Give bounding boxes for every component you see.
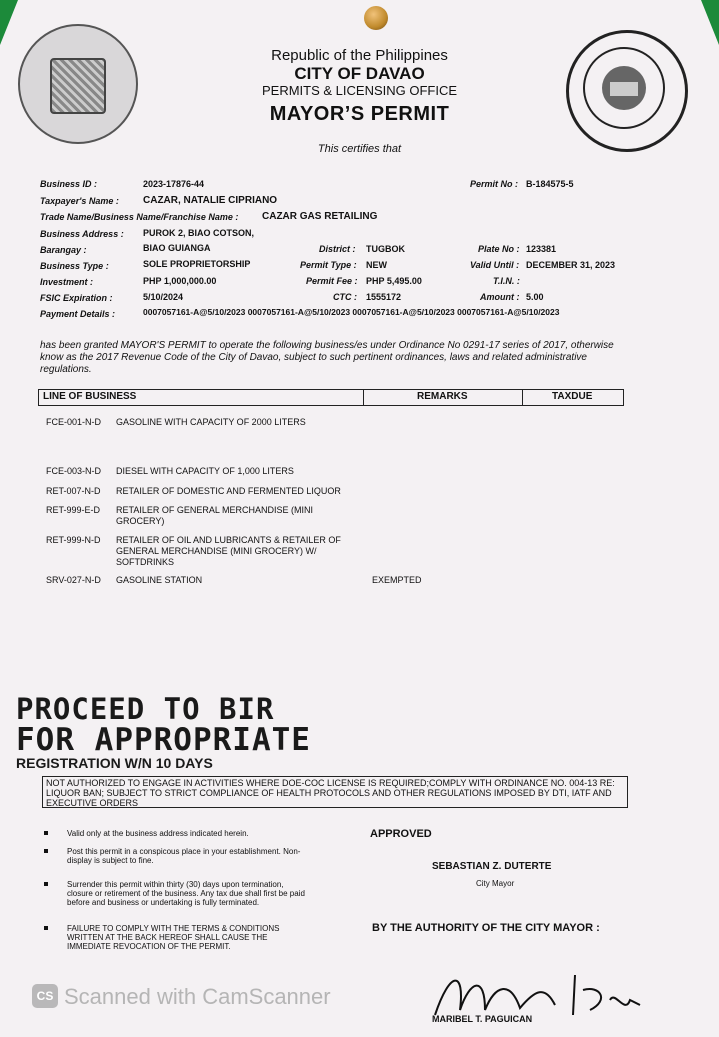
address-label: Business Address :	[40, 229, 124, 239]
camscanner-logo: CS	[32, 984, 58, 1008]
barangay-label: Barangay :	[40, 245, 87, 255]
trade-name-value: CAZAR GAS RETAILING	[262, 211, 378, 222]
district-label: District :	[319, 244, 356, 254]
mayor-name: SEBASTIAN Z. DUTERTE	[432, 861, 552, 872]
investment-label: Investment :	[40, 277, 94, 287]
permit-no-value: B-184575-5	[526, 179, 574, 189]
bir-stamp-line2: FOR APPROPRIATE	[16, 722, 311, 758]
approved-label: APPROVED	[370, 828, 432, 840]
table-row-desc: DIESEL WITH CAPACITY OF 1,000 LITERS	[116, 466, 294, 476]
ctc-value: 1555172	[366, 292, 402, 302]
col-taxdue: TAXDUE	[552, 391, 593, 402]
business-id-label: Business ID :	[40, 179, 98, 189]
republic-line: Republic of the Philippines	[271, 47, 448, 64]
mayor-title: City Mayor	[476, 879, 515, 888]
taxpayer-label: Taxpayer's Name :	[40, 196, 119, 206]
table-row-code: FCE-001-N-D	[46, 417, 102, 427]
business-type-label: Business Type :	[40, 261, 109, 271]
bir-stamp-line3: REGISTRATION W/N 10 DAYS	[16, 755, 213, 771]
investment-value: PHP 1,000,000.00	[143, 276, 217, 286]
document-title: MAYOR’S PERMIT	[269, 103, 450, 125]
permit-fee-value: PHP 5,495.00	[366, 276, 422, 286]
payment-label: Payment Details :	[40, 309, 116, 319]
certifies-line: This certifies that	[317, 143, 402, 155]
taxpayer-value: CAZAR, NATALIE CIPRIANO	[143, 195, 278, 206]
payment-value: 0007057161-A@5/10/2023 0007057161-A@5/10/2023 0007057161-A@5/10/2023 0007057161-A@5/10/2023	[143, 307, 560, 317]
grant-paragraph: has been granted MAYOR'S PERMIT to operate the following business/es under Ordinance No 0291-17 series of 2017, otherwise know as the 2017 Revenue Code of the City of Davao, subject to such pertinent ordinances, laws and related administrative regulations.	[40, 340, 614, 375]
line-of-business-table-header	[38, 389, 624, 406]
district-value: TUGBOK	[366, 244, 405, 254]
table-row-code: RET-007-N-D	[46, 486, 101, 496]
table-row-desc: GASOLINE STATION	[116, 575, 203, 585]
office-name: PERMITS & LICENSING OFFICE	[261, 83, 458, 98]
business-type-value: SOLE PROPRIETORSHIP	[143, 259, 251, 269]
table-row-desc: GASOLINE WITH CAPACITY OF 2000 LITERS	[116, 417, 306, 427]
table-row-code: RET-999-E-D	[46, 505, 101, 515]
notice-box: NOT AUTHORIZED TO ENGAGE IN ACTIVITIES WHERE DOE-COC LICENSE IS REQUIRED;COMPLY WITH ORDINANCE NO. 004-13 RE: LIQUOR BAN; SUBJECT TO STRICT COMPLIANCE OF HEALTH PROTOCOLS AND OTHER REGULATIONS IMPOSED BY DTI, IATF AND EXECUTIVE ORDERS	[42, 776, 628, 808]
corner-tab-right	[701, 0, 719, 45]
fsic-value: 5/10/2024	[143, 292, 184, 302]
plate-value: 123381	[526, 244, 557, 254]
permit-no-label: Permit No :	[470, 179, 519, 189]
table-row-remarks: EXEMPTED	[372, 575, 422, 585]
table-row-code: RET-999-N-D	[46, 535, 101, 545]
business-id-value: 2023-17876-44	[143, 179, 205, 189]
amount-label: Amount :	[480, 292, 520, 302]
tin-label: T.I.N. :	[493, 276, 520, 286]
signer-name: MARIBEL T. PAGUICAN	[432, 1014, 533, 1024]
city-name: CITY OF DAVAO	[294, 64, 425, 83]
table-row-code: SRV-027-N-D	[46, 575, 101, 585]
corner-tab-left	[0, 0, 18, 45]
ctc-label: CTC :	[333, 292, 357, 302]
permit-type-value: NEW	[366, 260, 387, 270]
trade-name-label: Trade Name/Business Name/Franchise Name :	[40, 212, 239, 222]
authority-line: BY THE AUTHORITY OF THE CITY MAYOR :	[372, 922, 600, 934]
amount-value: 5.00	[526, 292, 544, 302]
table-row-code: FCE-003-N-D	[46, 466, 102, 476]
permit-fee-label: Permit Fee :	[306, 276, 358, 286]
fsic-label: FSIC Expiration :	[40, 293, 113, 303]
permit-type-label: Permit Type :	[300, 260, 357, 270]
valid-until-value: DECEMBER 31, 2023	[526, 260, 616, 270]
push-pin-icon	[364, 6, 388, 30]
table-row-desc: RETAILER OF DOMESTIC AND FERMENTED LIQUOR	[116, 486, 341, 496]
bir-stamp-line1: PROCEED TO BIR	[16, 692, 275, 726]
valid-until-label: Valid Until :	[470, 260, 520, 270]
plate-label: Plate No :	[478, 244, 520, 254]
barangay-value: BIAO GUIANGA	[143, 243, 211, 253]
table-row-desc: RETAILER OF GENERAL MERCHANDISE (MINI GROCERY)	[116, 505, 314, 526]
col-remarks: REMARKS	[417, 391, 468, 402]
address-value: PUROK 2, BIAO COTSON,	[143, 228, 255, 238]
camscanner-watermark: Scanned with CamScanner	[64, 984, 331, 1009]
col-line-of-business: LINE OF BUSINESS	[43, 391, 137, 402]
table-row-desc: RETAILER OF OIL AND LUBRICANTS & RETAILER OF GENERAL MERCHANDISE (MINI GROCERY) W/ SOFTDRINKS	[116, 535, 341, 567]
